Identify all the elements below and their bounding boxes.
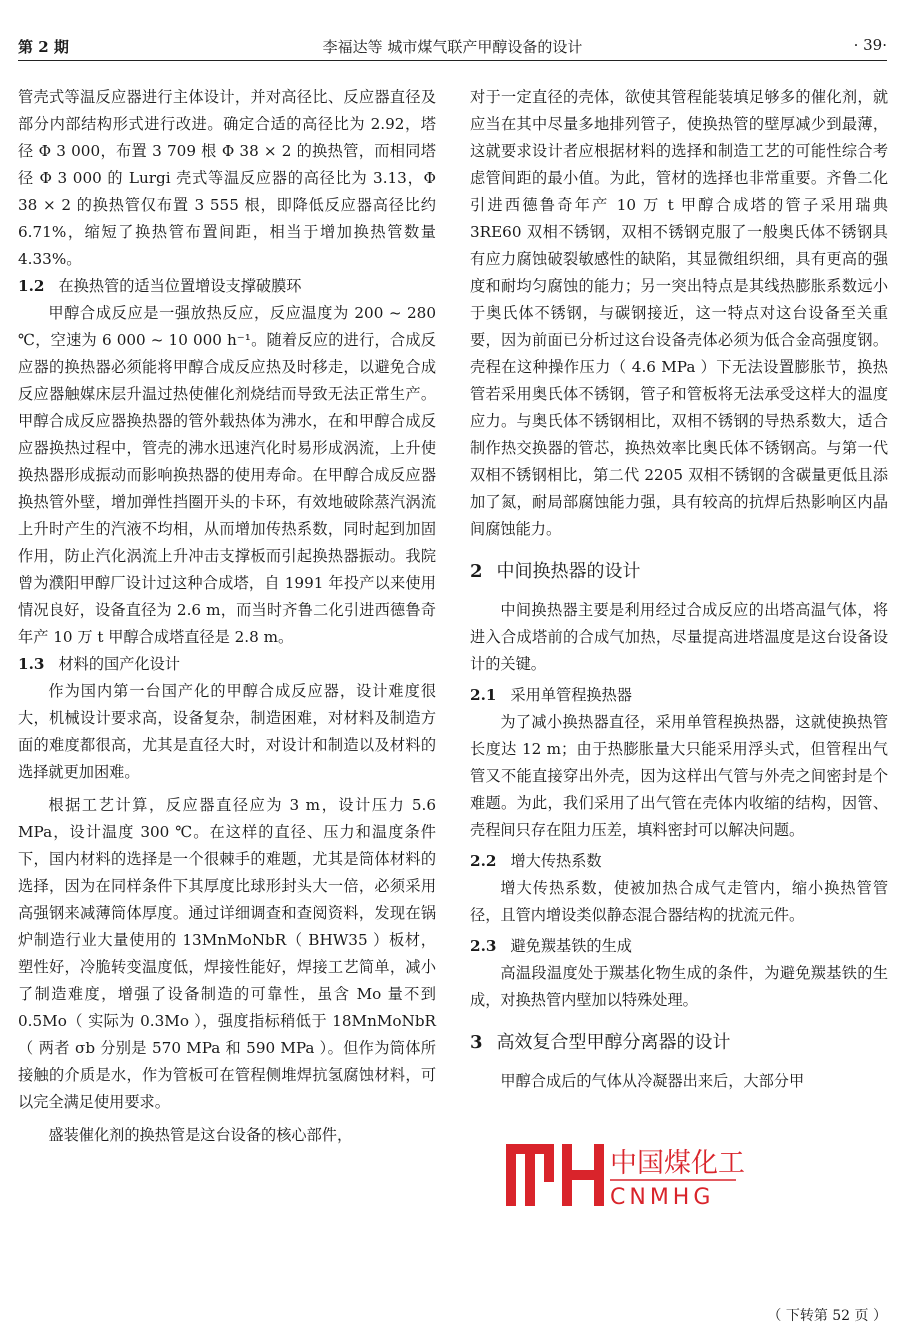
continued-note: （ 下转第 52 页 ）: [767, 1308, 887, 1324]
header-rule: [18, 60, 887, 61]
watermark-logo: [506, 1140, 846, 1210]
paragraph: 甲醇合成后的气体从冷凝器出来后，大部分甲: [500, 1072, 805, 1090]
page-header: [18, 30, 887, 56]
section-heading-3: 3 高效复合型甲醇分离器的设计: [470, 1032, 731, 1053]
section-heading-1-3: 1.3 材料的国产化设计: [18, 655, 180, 673]
paragraph: 为了减小换热器直径，采用单管程换热器，这就使换热管长度达 12 m；由于热膨胀量大只能采用浮头式，但管程出气管又不能直接穿出外壳，因为这样出气管与外壳之间密封是个难题。为此，我们采用了出气管在壳体内收缩的结构，因管、壳程间只存在阻力压差，填料密封可以解决问题。: [470, 713, 888, 839]
paragraph: 高温段温度处于羰基化物生成的条件，为避免羰基铁的生成，对换热管内壁加以特殊处理。: [470, 964, 888, 1009]
watermark-cn: 中国煤化工: [610, 1148, 745, 1179]
section-heading-2: 2 中间换热器的设计: [470, 561, 641, 582]
issue-number: 第 2 期: [18, 38, 69, 56]
section-heading-2-3: 2.3 避免羰基铁的生成: [470, 937, 632, 955]
paragraph: 对于一定直径的壳体，欲使其管程能装填足够多的催化剂，就应当在其中尽量多地排列管子，使换热管的壁厚减少到最薄，这就要求设计者应根据材料的选择和制造工艺的可能性综合考虑管间距的最小值。为此，管材的选择也非常重要。齐鲁二化引进西德鲁奇年产 10 万 t 甲醇合成塔的管子采用瑞典 3RE60 双相不锈钢，双相不锈钢克服了一般奥氏体不锈钢具有应力腐蚀破裂敏感性的缺陷，其显微组织细，具有更高的强度和耐均匀腐蚀的能力；另一突出特点是其线热膨胀系数远小于奥氏体不锈钢，与碳钢接近，这一特点对这台设备至关重要，因为前面已分析过这台设备壳体必须为低合金高强度钢。壳程在这种操作压力（ 4.6 MPa ）下无法设置膨胀节，换热管若采用奥氏体不锈钢，管子和管板将无法承受这样大的温度应力。与奥氏体不锈钢相比，双相不锈钢的导热系数大，适合制作热交换器的管芯，换热效率比奥氏体不锈钢高。与第一代双相不锈钢相比，第二代 2205 双相不锈钢的含碳量更低且添加了氮，耐局部腐蚀能力强，具有较高的抗焊后热影响区内晶间腐蚀能力。: [470, 88, 888, 538]
left-column: [18, 84, 436, 1323]
paragraph: 增大传热系数，使被加热合成气走管内，缩小换热管管径，且管内增设类似静态混合器结构的扰流元件。: [470, 879, 888, 924]
paragraph: 根据工艺计算，反应器直径应为 3 m，设计压力 5.6 MPa，设计温度 300 ℃。在这样的直径、压力和温度条件下，国内材料的选择是一个很棘手的难题，尤其是筒体材料的选择，因为在同样条件下其厚度比球形封头大一倍，必须采用高强钢来减薄筒体厚度。通过详细调查和查阅资料，发现在锅炉制造行业大量使用的 13MnMoNbR（ BHW35 ）板材，塑性好，冷脆转变温度低，焊接性能好，焊接工艺简单，减小了制造难度，增强了设备制造的可靠性，虽含 Mo 量不到 0.5Mo（ 实际为 0.3Mo ），强度指标稍低于 18MnMoNbR（ 两者 σb 分别是 570 MPa 和 590 MPa ）。但作为筒体所接触的介质是水，作为管板可在管程侧堆焊抗氢腐蚀材料，可以完全满足使用要求。: [18, 796, 436, 1111]
section-heading-2-1: 2.1 采用单管程换热器: [470, 686, 632, 704]
paragraph: 管壳式等温反应器进行主体设计，并对高径比、反应器直径及部分内部结构形式进行改进。确定合适的高径比为 2.92，塔径 Φ 3 000，布置 3 709 根 Φ 38 × 2 的换热管，而相同塔径 Φ 3 000 的 Lurgi 壳式等温反应器的高径比为 3.13，Φ 38 × 2 的换热管仅布置 3 555 根，即降低反应器高径比约 6.71%，缩短了换热管布置间距，相当于增加换热管数量 4.33%。: [18, 88, 436, 268]
section-heading-1-2: 1.2 在换热管的适当位置增设支撑破膜环: [18, 277, 302, 295]
page-number: · 39·: [853, 36, 887, 54]
section-heading-2-2: 2.2 增大传热系数: [470, 852, 602, 870]
watermark-en: CNMHG: [610, 1185, 715, 1210]
paragraph: 盛装催化剂的换热管是这台设备的核心部件，: [48, 1126, 353, 1144]
right-column: [470, 84, 888, 1323]
paragraph: 甲醇合成反应是一强放热反应，反应温度为 200 ~ 280 ℃，空速为 6 000 ~ 10 000 h⁻¹。随着反应的进行，合成反应器的换热器必须能将甲醇合成反应热及时移走，以避免合成反应器触媒床层升温过热使催化剂烧结而导致无法正常生产。甲醇合成反应器换热器的管外载热体为沸水，在和甲醇合成反应器换热过程中，管壳的沸水迅速汽化时易形成涡流，上升使换热器形成振动而影响换热器的使用寿命。在甲醇合成反应器换热管外壁，增加弹性挡圈开头的卡环，有效地破除蒸汽涡流上升时产生的汽液不均相，从而增加传热系数，同时起到加固作用，防止汽化涡流上升冲击支撑板而引起换热器振动。我院曾为濮阳甲醇厂设计过这种合成塔，自 1991 年投产以来使用情况良好，设备直径为 2.6 m，而当时齐鲁二化引进西德鲁奇年产 10 万 t 甲醇合成塔直径是 2.8 m。: [18, 304, 436, 646]
paragraph: 作为国内第一台国产化的甲醇合成反应器，设计难度很大，机械设计要求高，设备复杂，制造困难，对材料及制造方面的难度都很高，尤其是直径大时，对设计和制造以及材料的选择就更加困难。: [18, 682, 436, 781]
paragraph: 中间换热器主要是利用经过合成反应的出塔高温气体，将进入合成塔前的合成气加热，尽量提高进塔温度是这台设备设计的关键。: [470, 601, 888, 673]
running-title: 李福达等 城市煤气联产甲醇设备的设计: [322, 38, 583, 56]
